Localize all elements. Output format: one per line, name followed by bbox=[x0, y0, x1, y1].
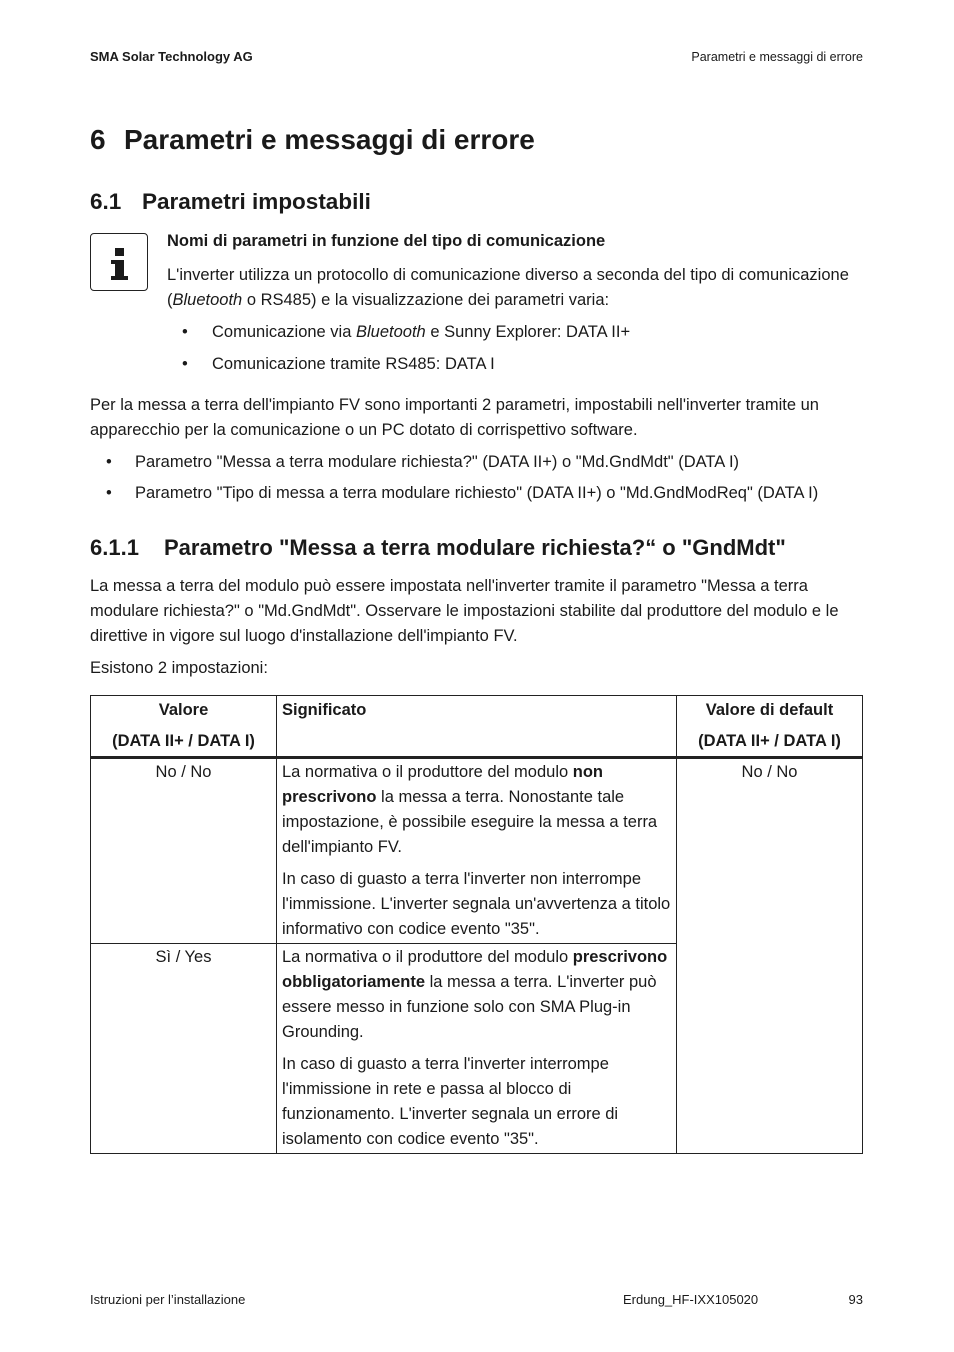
footer-doc-type: Istruzioni per l’installazione bbox=[90, 1292, 246, 1307]
cell-meaning: La normativa o il produttore del modulo non prescrivono la messa a terra. Nonostante tale impostazione, è possibile eseguire la messa a terra dell'impianto FV. In caso di guasto a terra l'inverter non interrompe l'immissione. L'inverter segnala un'avvertenza a titolo informativo con codice evento "35". bbox=[277, 758, 677, 944]
note-text bbox=[167, 263, 867, 313]
note-text-part: L'inverter utilizza un protocollo di comunicazione diverso a seconda del tipo di comunicazione ( bbox=[167, 266, 849, 309]
note-bullet-text: Comunicazione via bbox=[212, 323, 356, 341]
header-default: Valore di default (DATA II+ / DATA I) bbox=[677, 696, 863, 758]
chapter-number: 6 bbox=[90, 124, 106, 155]
page-number: 93 bbox=[848, 1292, 863, 1307]
settings-intro: Esistono 2 impostazioni: bbox=[90, 659, 268, 677]
cell-value: No / No bbox=[91, 758, 277, 944]
subsection-number: 6.1.1 bbox=[90, 535, 139, 560]
header-section: Parametri e messaggi di errore bbox=[691, 50, 863, 64]
subsection-heading bbox=[90, 535, 786, 561]
info-icon bbox=[90, 233, 148, 291]
parameter-bullet-text: Parametro "Messa a terra modulare richiesta?" (DATA II+) o "Md.GndMdt" (DATA I) bbox=[135, 453, 740, 471]
cell-value: Sì / Yes bbox=[91, 944, 277, 1154]
cell-meaning: La normativa o il produttore del modulo prescrivono obbligatoriamente la messa a terra. L'inverter può essere messo in funzione solo con SMA Plug-in Grounding. In caso di guasto a terra l'inverter interrompe l'immissione in rete e passa al blocco di funzionamento. L'inverter segnala un errore di isolamento con codice evento "35". bbox=[277, 944, 677, 1154]
section-title: Parametri impostabili bbox=[142, 189, 371, 214]
chapter-title: Parametri e messaggi di errore bbox=[124, 124, 535, 155]
chapter-heading bbox=[90, 124, 535, 156]
header-meaning: Significato bbox=[277, 696, 677, 758]
note-bullet-text: Comunicazione tramite RS485: DATA I bbox=[212, 355, 495, 373]
footer-doc-id: Erdung_HF-IXX105020 bbox=[623, 1292, 759, 1307]
note-bullet-text: e Sunny Explorer: DATA II+ bbox=[425, 323, 631, 341]
note-bullet-italic: Bluetooth bbox=[356, 323, 426, 341]
header-company: SMA Solar Technology AG bbox=[90, 49, 253, 64]
note-text-part: o RS485) e la visualizzazione dei parametri varia: bbox=[242, 291, 610, 309]
table-row bbox=[91, 758, 863, 944]
cell-default: No / No bbox=[677, 758, 863, 1154]
table-header-row bbox=[91, 696, 863, 758]
subsection-title: Parametro "Messa a terra modulare richiesta?“ o "GndMdt" bbox=[164, 535, 786, 560]
parameter-bullet-text: Parametro "Tipo di messa a terra modulare richiesto" (DATA II+) o "Md.GndModReq" (DATA I) bbox=[135, 484, 819, 502]
header-value: Valore (DATA II+ / DATA I) bbox=[91, 696, 277, 758]
note-title: Nomi di parametri in funzione del tipo di comunicazione bbox=[167, 232, 606, 250]
section-number: 6.1 bbox=[90, 189, 122, 214]
note-text-italic: Bluetooth bbox=[172, 291, 243, 309]
settings-table bbox=[90, 695, 863, 1154]
grounding-paragraph: La messa a terra del modulo può essere impostata nell'inverter tramite il parametro "Messa a terra modulare richiesta?" o "Md.GndMdt". Osservare le impostazioni stabilite dal produttore del modulo e le direttive in vigore sul luogo d'installazione dell'impianto FV. bbox=[90, 577, 839, 645]
section-heading bbox=[90, 189, 371, 215]
intro-paragraph: Per la messa a terra dell'impianto FV sono importanti 2 parametri, impostabili nell'inverter tramite un apparecchio per la comunicazione o un PC dotato di corrispettivo software. bbox=[90, 396, 819, 439]
